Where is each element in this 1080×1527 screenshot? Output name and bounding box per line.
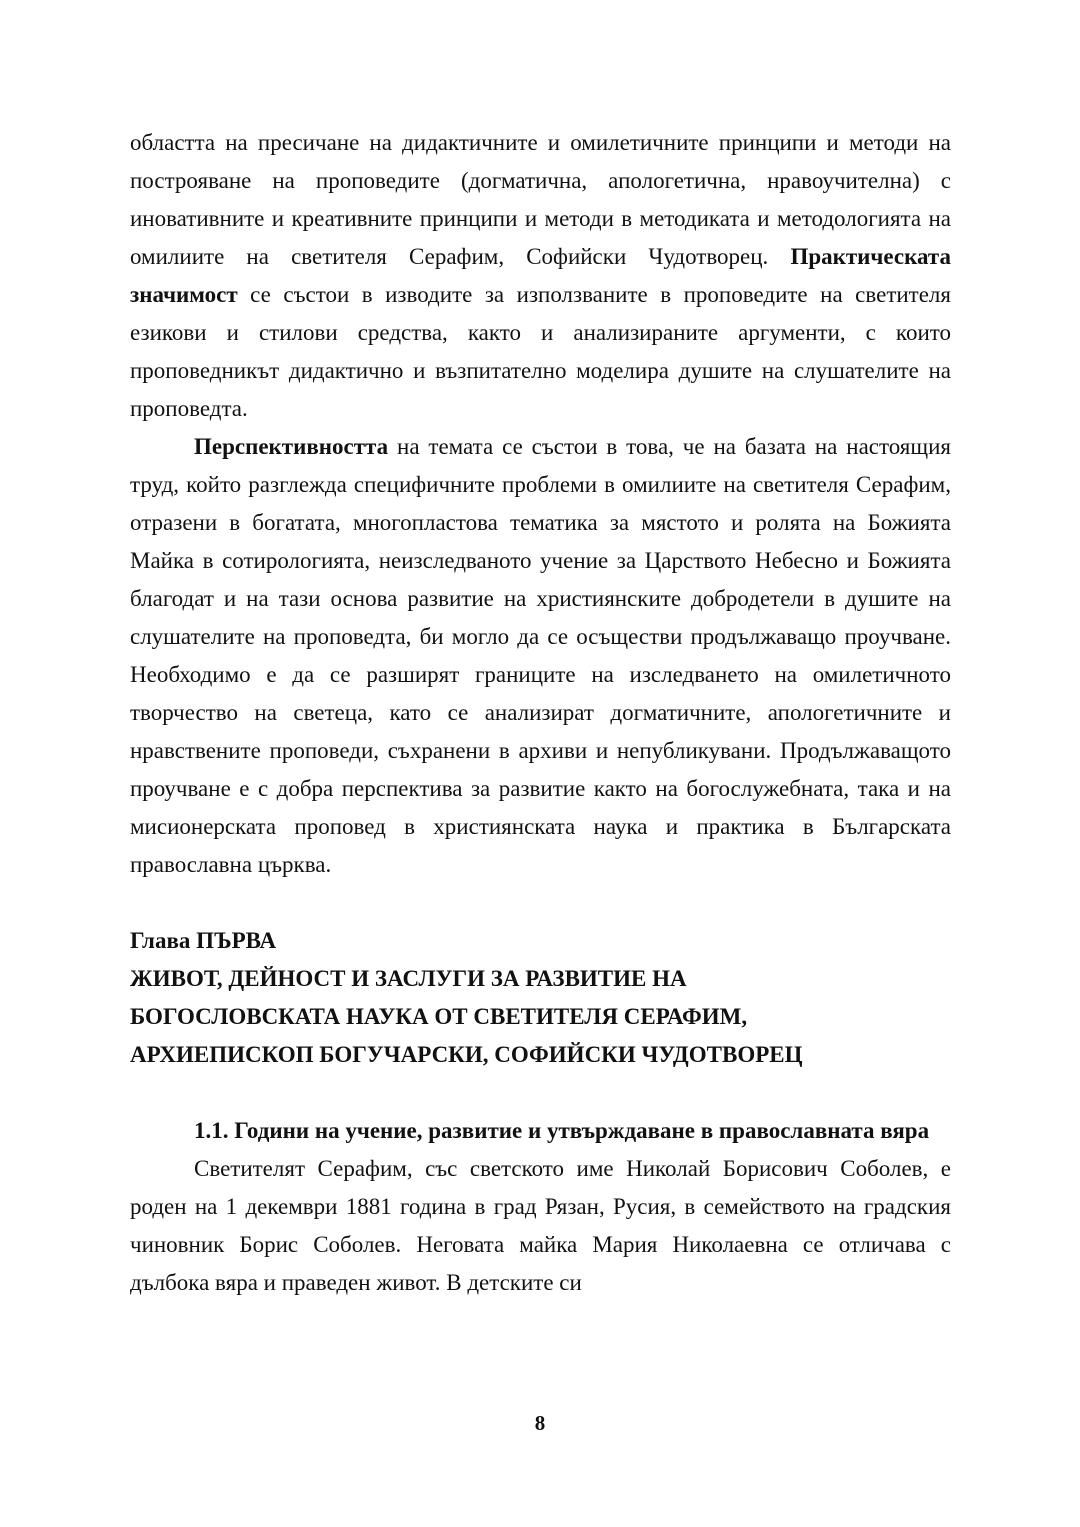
paragraph-significance: [130, 124, 951, 428]
chapter-title-line-1: ЖИВОТ, ДЕЙНОСТ И ЗАСЛУГИ ЗА РАЗВИТИЕ НА: [130, 966, 687, 991]
chapter-heading: [130, 922, 951, 1074]
chapter-title-line-3: АРХИЕПИСКОП БОГУЧАРСКИ, СОФИЙСКИ ЧУДОТВОРЕЦ: [130, 1042, 803, 1067]
paragraph-perspective-text: на темата се състои в това, че на базата на настоящия труд, който разглежда специфичните проблеми в омилиите на светителя Серафим, отразени в богатата, многопластова тематика за мястото и ролята на Божията Майка в сотирологията, неизследваното учение за Царството Небесно и Божията благодат и на тази основа развитие на християнските добродетели в душите на слушателите на проповедта, би могло да се осъществи продължаващо проучване. Необходимо е да се разширят границите на изследването на омилетичното творчество на светеца, като се анализират догматичните, апологетичните и нравствените проповеди, съхранени в архиви и непубликувани. Продължаващото проучване е с добра перспектива за развитие както на богослужебната, така и на мисионерската проповед в християнската наука и практика в Българската православна църква.: [130, 434, 951, 877]
page-number: 8: [534, 1411, 546, 1435]
paragraph-biography: Светителят Серафим, със светското име Николай Борисович Соболев, е роден на 1 декември 1881 година в град Рязан, Русия, в семейството на градския чиновник Борис Соболев. Неговата майка Мария Николаевна се отличава с дълбока вяра и праведен живот. В детските си: [130, 1156, 951, 1295]
chapter-label: Глава ПЪРВА: [130, 928, 277, 953]
paragraph-perspective: [130, 428, 951, 884]
chapter-title-line-2: БОГОСЛОВСКАТА НАУКА ОТ СВЕТИТЕЛЯ СЕРАФИМ,: [130, 1004, 748, 1029]
paragraph-significance-text-a: областта на пресичане на дидактичните и омилетичните принципи и методи на построяване на проповедите (догматична, апологетична, нравоучителна) с иновативните и креативните принципи и методи в методиката и методологията на омилиите на светителя Серафим, Софийски Чудотворец.: [130, 130, 951, 269]
paragraph-significance-text-b: се състои в изводите за използваните в проповедите на светителя езикови и стилови средства, както и анализираните аргументи, с които проповедникът дидактично и възпитателно моделира душите на слушателите на проповедта.: [130, 282, 951, 421]
page-body: [130, 124, 951, 1302]
practical-significance-term: Практическата значимост: [130, 244, 951, 307]
section-heading: 1.1. Години на учение, развитие и утвърждаване в православната вяра: [194, 1118, 930, 1143]
perspective-term: Перспективността: [194, 434, 389, 459]
